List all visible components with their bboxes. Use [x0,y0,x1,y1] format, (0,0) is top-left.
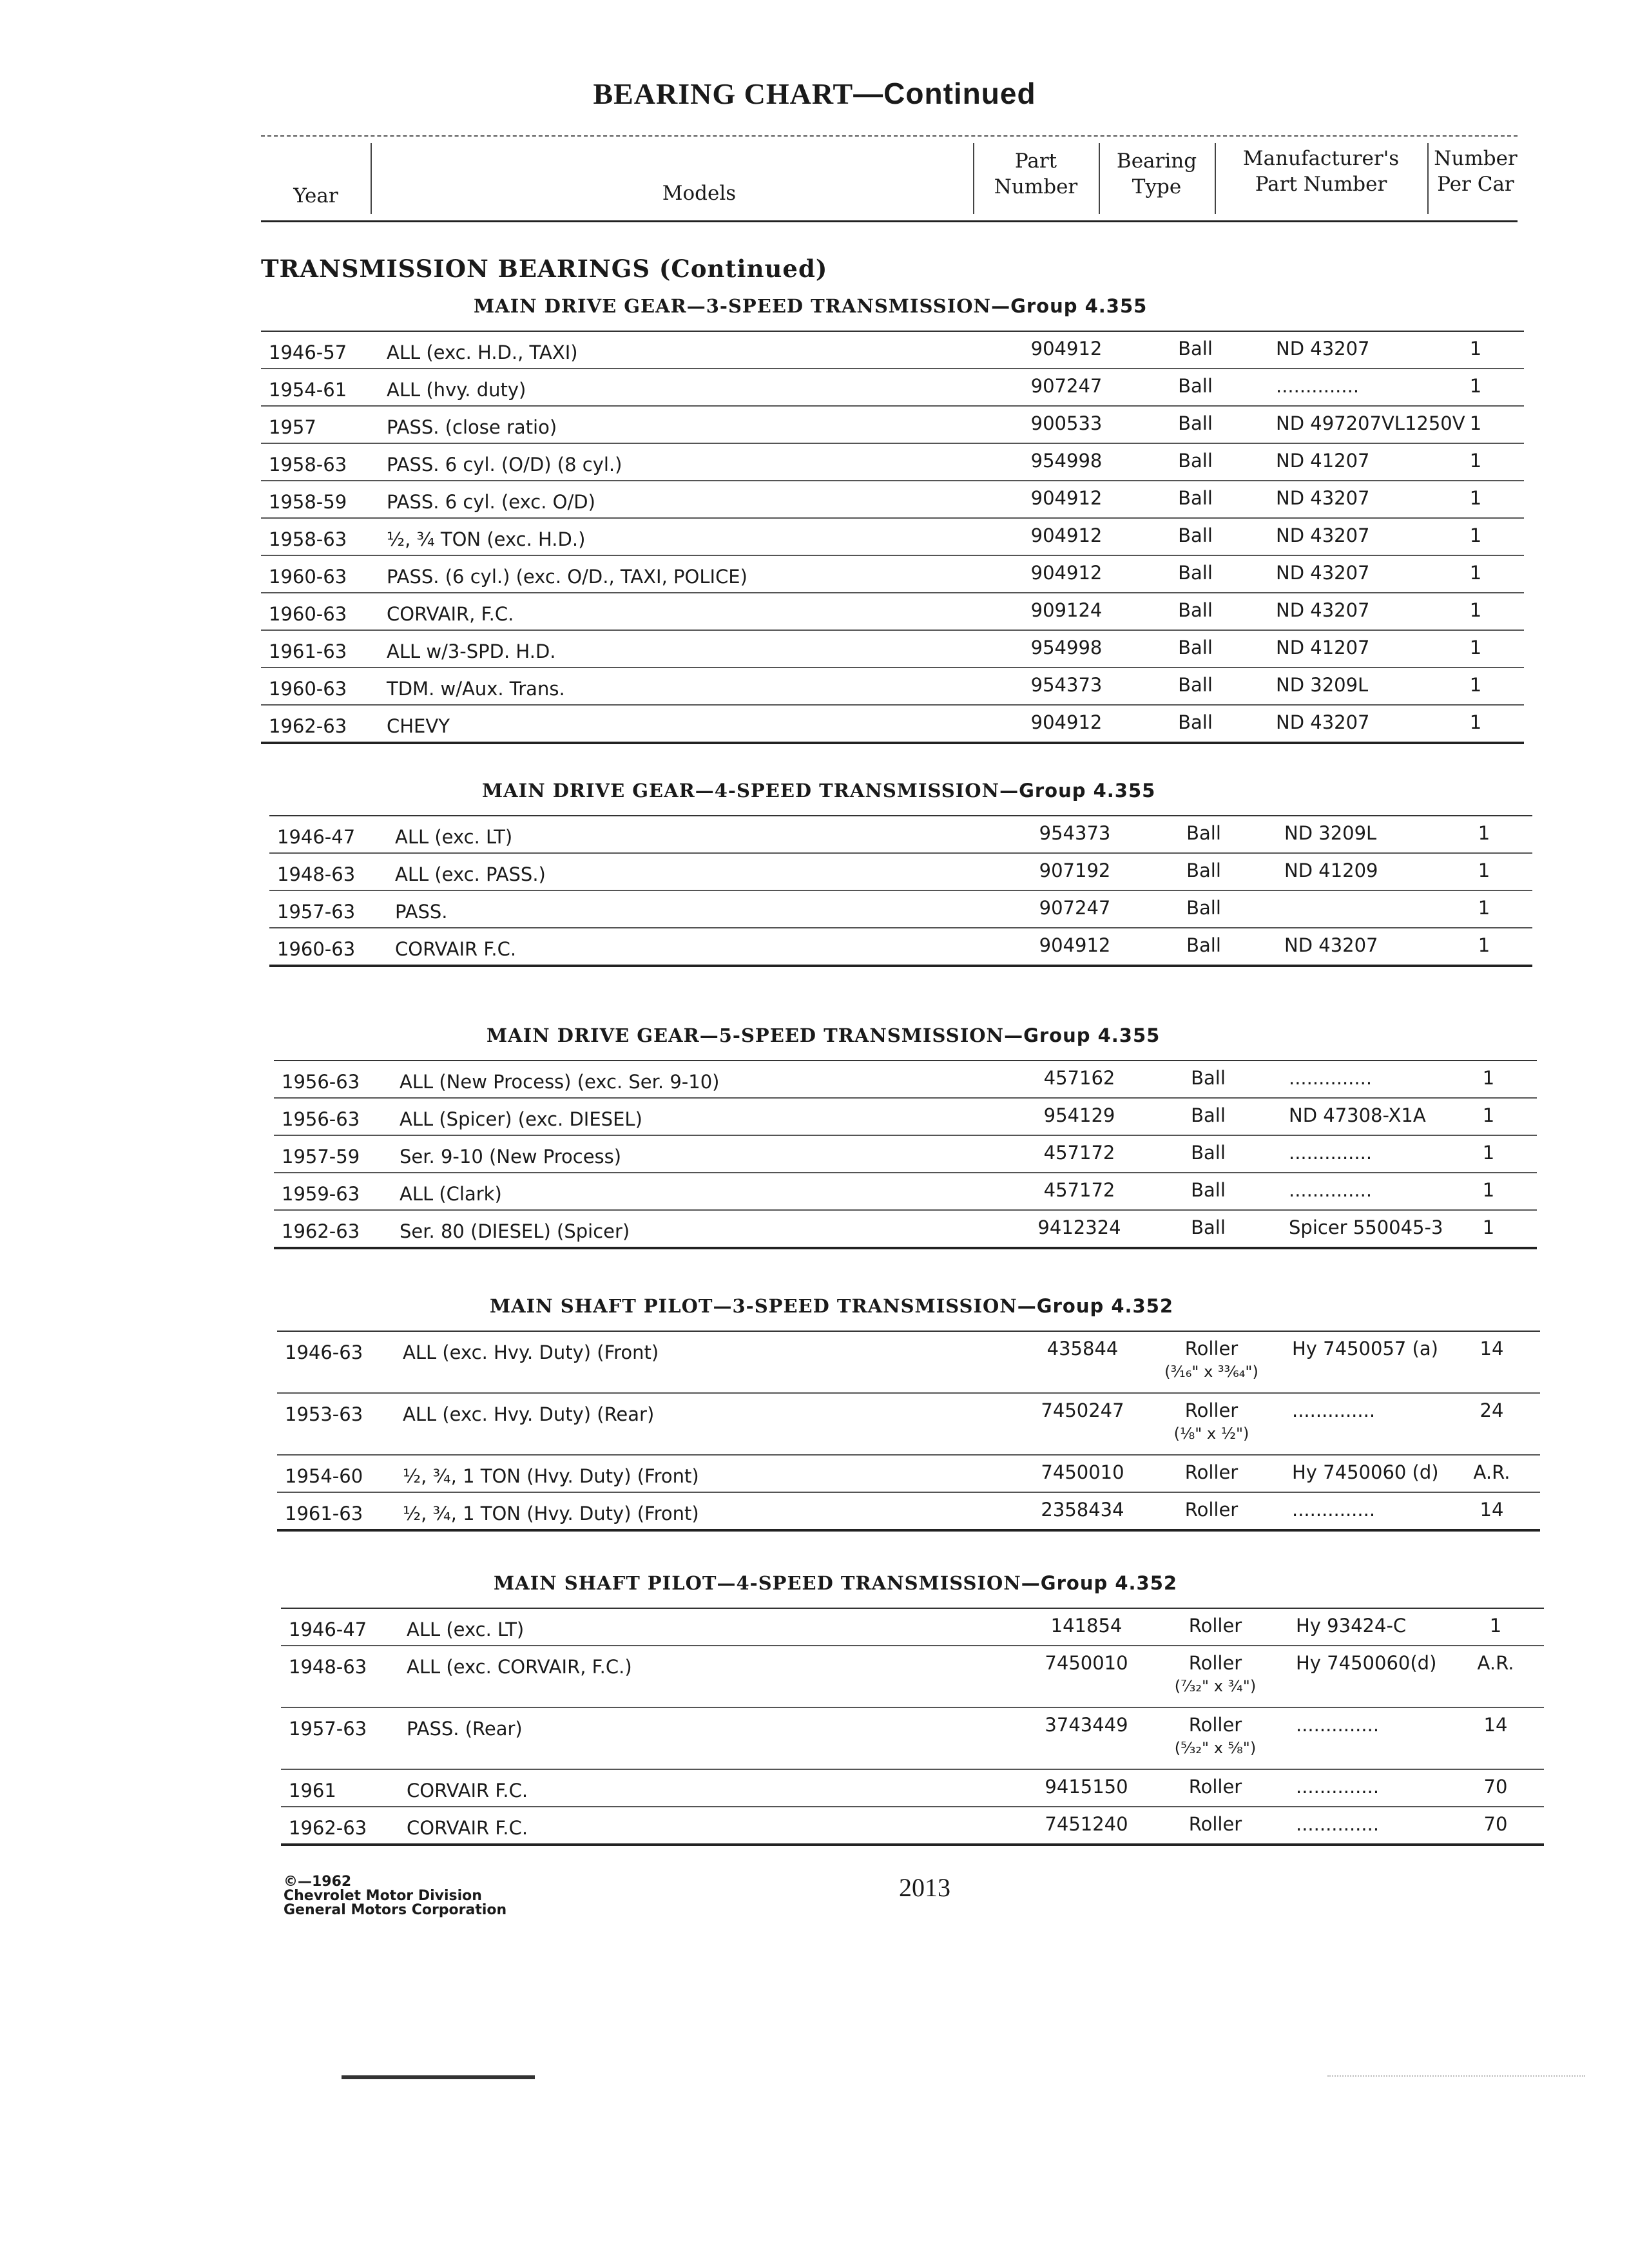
bearing-type-cell [1144,1713,1286,1760]
year-cell: 1960-63 [277,938,356,960]
table-row [269,928,1532,967]
number-per-car-cell: A.R. [1477,1652,1514,1674]
year-cell: 1958-63 [269,454,347,476]
bearing-type-cell [1124,561,1266,584]
part-number-cell: 7450010 [1041,1461,1124,1483]
year-cell: 1961 [289,1780,336,1802]
model-cell: PASS. (close ratio) [387,416,557,438]
bearing-type-cell [1141,1337,1282,1383]
model-cell: ALL w/3-SPD. H.D. [387,640,556,662]
year-cell: 1946-57 [269,341,347,363]
year-cell: 1956-63 [282,1071,360,1093]
mfr-part-number-cell: .............. [1289,1179,1373,1201]
bearing-type-cell [1144,1614,1286,1637]
bearing-type-text: Ball [1178,487,1213,509]
roller-size: (⁵⁄₃₂" x ⅝") [1174,1739,1257,1757]
mfr-part-number-cell: ND 41207 [1276,450,1370,472]
bearing-type-cell [1141,1461,1282,1484]
bearing-type-text: Ball [1178,450,1213,472]
bearing-type-cell [1124,524,1266,547]
year-cell: 1958-63 [269,528,347,550]
bearing-type-text: Ball [1186,822,1221,844]
col-part-number-header: Part Number [994,149,1078,198]
roller-size: (³⁄₁₆" x ³³⁄₆₄") [1164,1363,1258,1381]
bearing-type-text: Ball [1178,711,1213,733]
bearing-type-text: Ball [1191,1216,1226,1238]
bearing-type-cell [1144,1812,1286,1836]
mfr-part-number-cell: ND 41207 [1276,637,1370,658]
bearing-table [274,1060,1537,1249]
number-per-car-cell: 1 [1482,1067,1495,1089]
table-row [274,1061,1537,1099]
bearing-type-text: Ball [1191,1067,1226,1089]
table-row [269,816,1532,854]
part-number-cell: 954373 [1030,674,1103,696]
year-cell: 1962-63 [282,1220,360,1242]
table-row [274,1136,1537,1173]
number-per-car-cell: 1 [1469,674,1482,696]
number-per-car-cell: 1 [1469,524,1482,546]
section-title-text: MAIN SHAFT PILOT—3-SPEED TRANSMISSION [490,1295,1017,1317]
part-number-cell: 900533 [1030,412,1103,434]
page-number: 2013 [899,1873,950,1902]
part-number-cell: 904912 [1030,487,1103,509]
model-cell: ½, ¾, 1 TON (Hvy. Duty) (Front) [403,1503,699,1524]
number-per-car-cell: 14 [1483,1714,1508,1736]
model-cell: ALL (exc. Hvy. Duty) (Rear) [403,1403,655,1425]
col-models-header: Models [662,182,737,205]
table-row [261,444,1524,481]
section-title-text: MAIN SHAFT PILOT—4-SPEED TRANSMISSION [494,1572,1021,1594]
part-number-cell: 3743449 [1045,1714,1128,1736]
section-title-text: MAIN DRIVE GEAR—3-SPEED TRANSMISSION [474,295,992,317]
mfr-part-number-cell: .............. [1276,375,1360,397]
mfr-part-number-cell: ND 43207 [1276,711,1370,733]
part-number-cell: 904912 [1030,562,1103,584]
table-row [261,631,1524,668]
model-cell: PASS. (6 cyl.) (exc. O/D., TAXI, POLICE) [387,566,747,588]
mfr-part-number-cell: Hy 7450057 (a) [1292,1338,1438,1360]
mfr-part-number-cell: ND 3209L [1276,674,1369,696]
part-number-cell: 954129 [1043,1104,1115,1126]
year-cell: 1957-63 [277,901,356,923]
model-cell: ALL (Clark) [400,1183,502,1205]
year-cell: 1958-59 [269,491,347,513]
bearing-type-text: Ball [1186,897,1221,919]
part-number-cell: 457162 [1043,1067,1115,1089]
table-row [261,668,1524,706]
col-mfr-part-number-header: Manufacturer's Part Number [1242,147,1400,196]
bearing-type-text: Ball [1191,1179,1226,1201]
bearing-type-cell [1137,1066,1279,1090]
table-row [261,556,1524,593]
bearing-type-cell [1124,449,1266,472]
model-cell: ½, ¾ TON (exc. H.D.) [387,528,586,550]
part-number-cell: 9412324 [1037,1216,1121,1238]
roller-size: (⅛" x ½") [1173,1425,1249,1443]
number-per-car-cell: 1 [1482,1216,1495,1238]
part-number-cell: 7450247 [1041,1399,1124,1421]
number-per-car-cell: 14 [1480,1499,1504,1521]
part-number-cell: 904912 [1039,934,1111,956]
model-cell: ALL (hvy. duty) [387,379,526,401]
year-cell: 1961-63 [269,640,347,662]
table-row [274,1211,1537,1249]
number-per-car-cell: 14 [1480,1338,1504,1360]
year-cell: 1962-63 [289,1817,367,1839]
table-row [281,1770,1544,1807]
number-per-car-cell: 1 [1478,934,1490,956]
bearing-type-text: Roller [1184,1399,1239,1421]
table-row [269,891,1532,928]
bearing-type-cell [1144,1651,1286,1698]
bearing-type-text: Ball [1186,860,1221,881]
mfr-part-number-cell: .............. [1296,1813,1380,1835]
part-number-cell: 7450010 [1045,1652,1128,1674]
table-row [277,1456,1540,1493]
mfr-part-number-cell: ND 41209 [1284,860,1378,881]
table-row [261,706,1524,744]
model-cell: ALL (exc. Hvy. Duty) (Front) [403,1341,659,1363]
part-number-cell: 2358434 [1041,1499,1124,1521]
section-group: —Group 4.352 [1017,1295,1174,1317]
mfr-part-number-cell: ND 43207 [1276,562,1370,584]
bearing-type-cell [1124,599,1266,622]
scan-artifact [342,2075,535,2079]
part-number-cell: 907192 [1039,860,1111,881]
number-per-car-cell: 1 [1469,562,1482,584]
number-per-car-cell: 1 [1469,637,1482,658]
table-row [269,854,1532,891]
year-cell: 1954-60 [285,1465,363,1487]
number-per-car-cell: 1 [1478,822,1490,844]
year-cell: 1960-63 [269,603,347,625]
model-cell: CORVAIR F.C. [395,938,517,960]
number-per-car-cell: 1 [1482,1142,1495,1164]
section-title [494,1572,1177,1594]
model-cell: ALL (exc. PASS.) [395,863,546,885]
model-cell: PASS. [395,901,448,923]
bearing-type-cell [1141,1399,1282,1445]
bearing-type-text: Ball [1186,934,1221,956]
model-cell: ALL (exc. CORVAIR, F.C.) [407,1656,632,1678]
bearing-type-cell [1124,673,1266,697]
table-row [261,407,1524,444]
bearing-type-cell [1124,374,1266,398]
bearing-type-cell [1124,711,1266,734]
bearing-type-text: Ball [1178,375,1213,397]
number-per-car-cell: 1 [1482,1104,1495,1126]
bearing-type-text: Ball [1178,338,1213,360]
number-per-car-cell: 1 [1482,1179,1495,1201]
number-per-car-cell: 1 [1469,338,1482,360]
col-number-per-car-header: Number Per Car [1434,147,1518,196]
model-cell: PASS. 6 cyl. (O/D) (8 cyl.) [387,454,622,476]
year-cell: 1948-63 [289,1656,367,1678]
model-cell: ALL (exc. LT) [407,1619,525,1640]
bearing-table [277,1331,1540,1532]
year-cell: 1960-63 [269,678,347,700]
bearing-type-cell [1137,1178,1279,1202]
bearing-type-text: Ball [1178,599,1213,621]
number-per-car-cell: 70 [1483,1813,1508,1835]
year-cell: 1946-47 [289,1619,367,1640]
bearing-type-cell [1124,486,1266,510]
model-cell: Ser. 9-10 (New Process) [400,1146,622,1168]
year-cell: 1962-63 [269,715,347,737]
mfr-part-number-cell: ND 43207 [1276,487,1370,509]
column-header [261,129,1518,222]
page-title-main: BEARING CHART [593,77,854,110]
number-per-car-cell: A.R. [1473,1461,1510,1483]
table-row [274,1099,1537,1136]
mfr-part-number-cell: ND 47308-X1A [1289,1104,1426,1126]
bearing-type-text: Ball [1178,562,1213,584]
number-per-car-cell: 1 [1469,711,1482,733]
bearing-type-text: Ball [1178,524,1213,546]
number-per-car-cell: 1 [1469,487,1482,509]
bearing-type-cell [1133,934,1275,957]
model-cell: CHEVY [387,715,450,737]
mfr-part-number-cell: ND 43207 [1276,338,1370,360]
bearing-type-text: Roller [1188,1776,1242,1798]
page-title [0,76,1629,111]
section-title [482,780,1155,802]
mfr-part-number-cell: ND 497207VL1250V [1276,412,1465,434]
section-title [490,1295,1173,1317]
model-cell: ALL (New Process) (exc. Ser. 9-10) [400,1071,720,1093]
bearing-type-text: Roller [1184,1338,1239,1360]
part-number-cell: 954373 [1039,822,1111,844]
section-title-text: MAIN DRIVE GEAR—4-SPEED TRANSMISSION [482,780,1000,802]
part-number-cell: 9415150 [1045,1776,1128,1798]
number-per-car-cell: 1 [1478,860,1490,881]
table-row [261,481,1524,519]
model-cell: CORVAIR F.C. [407,1817,528,1839]
page-title-suffix: —Continued [853,77,1036,110]
year-cell: 1954-61 [269,379,347,401]
model-cell: ALL (exc. H.D., TAXI) [387,341,578,363]
part-number-cell: 141854 [1050,1615,1123,1637]
year-cell: 1948-63 [277,863,356,885]
mfr-part-number-cell: ND 43207 [1284,934,1378,956]
table-row [277,1394,1540,1456]
scan-artifact [1327,2075,1585,2077]
table-row [261,332,1524,369]
part-number-cell: 457172 [1043,1179,1115,1201]
bearing-table [281,1608,1544,1846]
mfr-part-number-cell: ND 3209L [1284,822,1377,844]
table-row [274,1173,1537,1211]
bearing-type-cell [1124,337,1266,360]
mfr-part-number-cell: Hy 7450060 (d) [1292,1461,1439,1483]
part-number-cell: 954998 [1030,450,1103,472]
number-per-car-cell: 1 [1469,599,1482,621]
year-cell: 1959-63 [282,1183,360,1205]
bearing-type-text: Roller [1184,1499,1239,1521]
bearing-type-cell [1137,1216,1279,1239]
model-cell: PASS. 6 cyl. (exc. O/D) [387,491,595,513]
year-cell: 1956-63 [282,1108,360,1130]
table-row [281,1708,1544,1770]
model-cell: ALL (Spicer) (exc. DIESEL) [400,1108,642,1130]
year-cell: 1946-63 [285,1341,363,1363]
year-cell: 1957-59 [282,1146,360,1168]
section-group: —Group 4.352 [1021,1572,1178,1594]
part-number-cell: 907247 [1039,897,1111,919]
model-cell: ½, ¾, 1 TON (Hvy. Duty) (Front) [403,1465,699,1487]
number-per-car-cell: 1 [1469,375,1482,397]
bearing-type-cell [1137,1141,1279,1164]
mfr-part-number-cell: .............. [1292,1499,1376,1521]
bearing-table [261,331,1524,744]
header-top-rule [261,135,1518,137]
part-number-cell: 457172 [1043,1142,1115,1164]
mfr-part-number-cell: Hy 7450060(d) [1296,1652,1437,1674]
number-per-car-cell: 1 [1469,450,1482,472]
mfr-part-number-cell: .............. [1296,1776,1380,1798]
part-number-cell: 909124 [1030,599,1103,621]
number-per-car-cell: 1 [1469,412,1482,434]
header-bottom-rule [261,220,1518,222]
bearing-type-text: Ball [1178,637,1213,658]
bearing-type-cell [1137,1104,1279,1127]
year-cell: 1953-63 [285,1403,363,1425]
part-number-cell: 435844 [1046,1338,1119,1360]
bearing-type-text: Ball [1191,1142,1226,1164]
category-heading: TRANSMISSION BEARINGS (Continued) [261,255,828,283]
bearing-type-text: Ball [1191,1104,1226,1126]
part-number-cell: 904912 [1030,711,1103,733]
bearing-table [269,815,1532,967]
part-number-cell: 904912 [1030,338,1103,360]
year-cell: 1961-63 [285,1503,363,1524]
part-number-cell: 7451240 [1045,1813,1128,1835]
bearing-type-cell [1124,636,1266,659]
model-cell: CORVAIR F.C. [407,1780,528,1802]
bearing-type-text: Roller [1184,1461,1239,1483]
mfr-part-number-cell: Hy 93424-C [1296,1615,1407,1637]
number-per-car-cell: 1 [1478,897,1490,919]
mfr-part-number-cell: Spicer 550045-3 [1289,1216,1443,1238]
bearing-type-cell [1124,412,1266,435]
col-year-header: Year [293,184,338,207]
table-row [261,519,1524,556]
mfr-part-number-cell: .............. [1292,1399,1376,1421]
bearing-type-text: Roller [1188,1813,1242,1835]
bearing-type-text: Roller [1188,1652,1242,1674]
mfr-part-number-cell: .............. [1289,1142,1373,1164]
model-cell: Ser. 80 (DIESEL) (Spicer) [400,1220,630,1242]
bearing-type-text: Roller [1188,1714,1242,1736]
bearing-type-text: Roller [1188,1615,1242,1637]
mfr-part-number-cell: ND 43207 [1276,599,1370,621]
table-row [277,1332,1540,1394]
year-cell: 1957 [269,416,316,438]
bearing-type-cell [1133,822,1275,845]
bearing-type-text: Ball [1178,412,1213,434]
bearing-type-cell [1141,1498,1282,1521]
copyright-notice: ©—1962 Chevrolet Motor Division General Motors Corporation [284,1874,507,1918]
section-title [474,295,1147,317]
year-cell: 1946-47 [277,826,356,848]
table-row [281,1609,1544,1646]
table-row [281,1807,1544,1846]
number-per-car-cell: 1 [1489,1615,1502,1637]
section-group: —Group 4.355 [991,295,1148,317]
part-number-cell: 954998 [1030,637,1103,658]
section-group: —Group 4.355 [1004,1024,1161,1046]
table-row [277,1493,1540,1532]
model-cell: ALL (exc. LT) [395,826,513,848]
bearing-type-cell [1133,859,1275,882]
section-group: —Group 4.355 [999,780,1156,802]
year-cell: 1960-63 [269,566,347,588]
table-row [261,593,1524,631]
bearing-type-cell [1133,896,1275,919]
table-row [261,369,1524,407]
mfr-part-number-cell: .............. [1296,1714,1380,1736]
part-number-cell: 907247 [1030,375,1103,397]
model-cell: PASS. (Rear) [407,1718,523,1740]
col-bearing-type-header: Bearing Type [1116,149,1197,198]
roller-size: (⁷⁄₃₂" x ¾") [1174,1677,1257,1695]
bearing-type-cell [1144,1775,1286,1798]
model-cell: TDM. w/Aux. Trans. [387,678,565,700]
number-per-car-cell: 24 [1480,1399,1504,1421]
part-number-cell: 904912 [1030,524,1103,546]
number-per-car-cell: 70 [1483,1776,1508,1798]
bearing-type-text: Ball [1178,674,1213,696]
section-title [487,1024,1160,1046]
section-title-text: MAIN DRIVE GEAR—5-SPEED TRANSMISSION [487,1024,1005,1046]
table-row [281,1646,1544,1708]
model-cell: CORVAIR, F.C. [387,603,514,625]
mfr-part-number-cell: ND 43207 [1276,524,1370,546]
year-cell: 1957-63 [289,1718,367,1740]
mfr-part-number-cell: .............. [1289,1067,1373,1089]
